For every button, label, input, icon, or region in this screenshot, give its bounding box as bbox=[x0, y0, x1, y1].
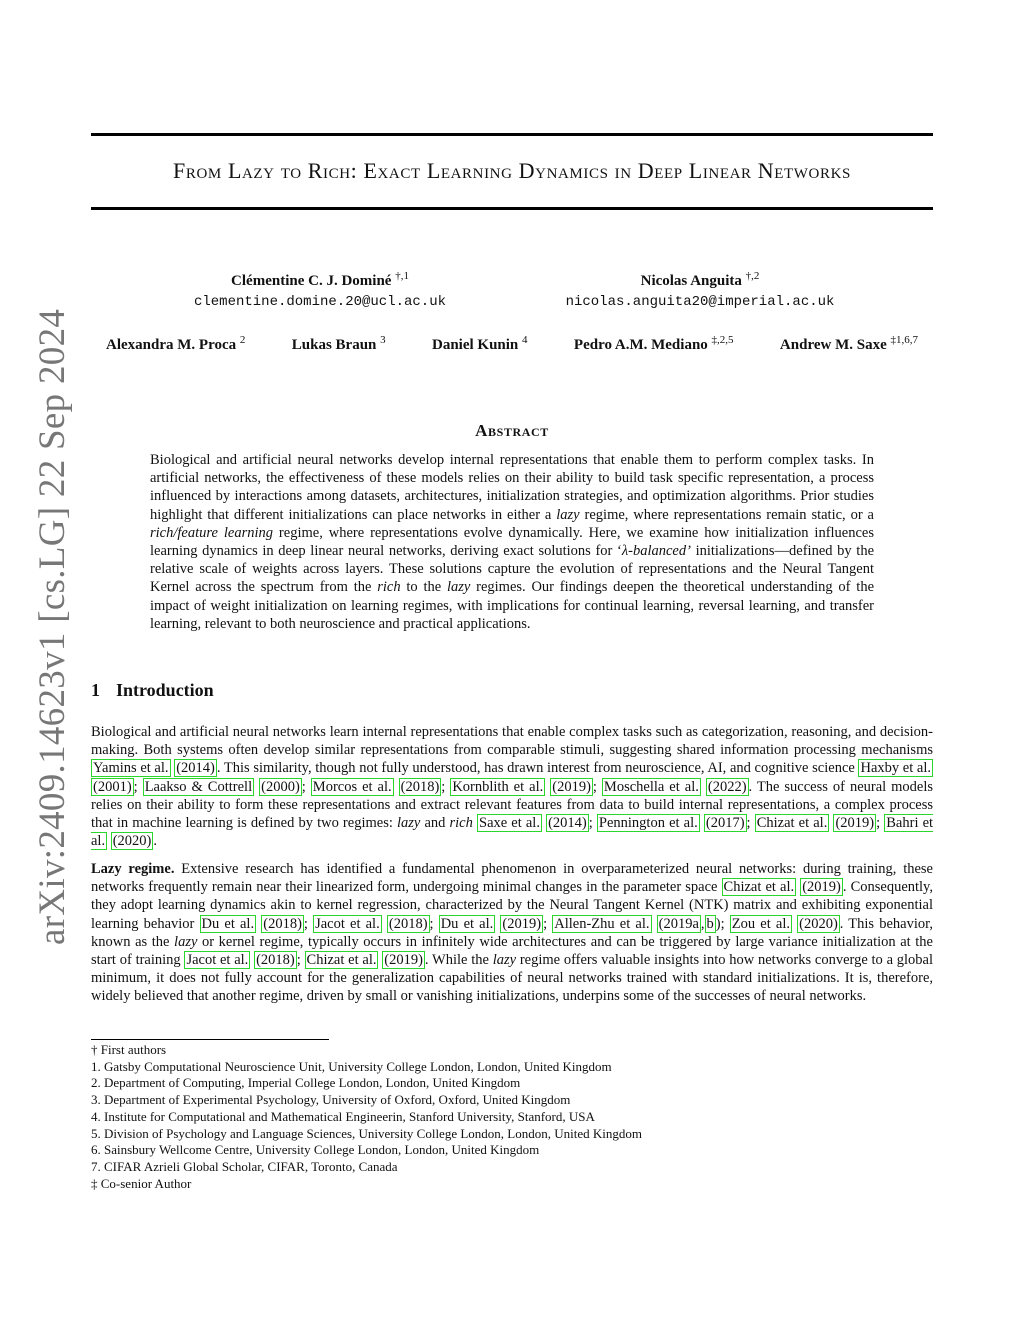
arxiv-identifier-stamp: arXiv:2409.14623v1 [cs.LG] 22 Sep 2024 bbox=[32, 308, 73, 945]
citation-link[interactable]: (2000) bbox=[261, 778, 300, 795]
citation-link[interactable]: (2020) bbox=[799, 915, 838, 932]
citation-link[interactable]: Chizat et al. bbox=[723, 879, 795, 896]
citation-link[interactable]: Du et al. bbox=[201, 915, 255, 932]
author-name: Clémentine C. J. Dominé bbox=[231, 273, 392, 289]
citation-link[interactable]: (2001) bbox=[93, 778, 132, 795]
citation-link[interactable]: Jacot et al. bbox=[186, 952, 249, 969]
citation-link[interactable]: b bbox=[706, 915, 714, 932]
section-number: 1 bbox=[91, 680, 100, 700]
title-top-rule bbox=[91, 133, 933, 136]
citation-link[interactable]: Zou et al. bbox=[731, 915, 790, 932]
citation-link[interactable]: Bahri et al. bbox=[91, 815, 934, 850]
citation-link[interactable]: (2017) bbox=[705, 815, 745, 832]
footnote: 6. Sainsbury Wellcome Centre, University College London, London, United Kingdom bbox=[91, 1142, 540, 1158]
footnote: 4. Institute for Computational and Mathematical Engineerin, Stanford University, Stanford, USA bbox=[91, 1108, 595, 1124]
abstract-heading: Abstract bbox=[475, 421, 549, 440]
citation-link[interactable]: (2018) bbox=[256, 952, 295, 969]
footnote: 1. Gatsby Computational Neuroscience Unit, University College London, London, United Kingdom bbox=[91, 1058, 612, 1074]
author-proca: Alexandra M. Proca $^2$ bbox=[106, 334, 246, 353]
citation-link[interactable]: Kornblith et al. bbox=[452, 778, 544, 795]
citation-link[interactable]: Chizat et al. bbox=[756, 815, 828, 832]
citation-link[interactable]: Allen-Zhu et al. bbox=[554, 915, 650, 932]
citation-link[interactable]: (2018) bbox=[400, 778, 440, 795]
author-affiliation-marks: †,2 bbox=[745, 270, 760, 282]
citation-link[interactable]: Haxby et al. bbox=[860, 760, 932, 777]
citation-link[interactable]: Saxe et al. bbox=[479, 815, 540, 832]
footnote: 2. Department of Computing, Imperial College London, London, United Kingdom bbox=[91, 1075, 521, 1091]
author-mediano: Pedro A.M. Mediano $^{\ddagger,2,5}$ bbox=[573, 334, 734, 353]
paper-title: From Lazy to Rich: Exact Learning Dynamics in Deep Linear Networks bbox=[173, 158, 851, 183]
citation-link[interactable]: (2020) bbox=[112, 833, 152, 850]
citation-link[interactable]: (2022) bbox=[707, 778, 747, 795]
citation-link[interactable]: (2019) bbox=[802, 879, 841, 896]
section-title: Introduction bbox=[116, 680, 214, 700]
author-email[interactable]: clementine.domine.20@ucl.ac.uk bbox=[193, 294, 447, 310]
author-row bbox=[106, 334, 918, 354]
citation-link[interactable]: Du et al. bbox=[440, 915, 494, 932]
section-heading-introduction bbox=[91, 680, 214, 701]
citation-link[interactable]: Pennington et al. bbox=[598, 815, 698, 832]
intro-paragraph: Biological and artificial neural networks learn internal representations that enable complex tasks such as categorization, reasoning, and decision-making. Both systems often develop similar representations from comparable stimuli, suggesting shared information processing mechanisms Yamins et al. (2014) . This similarity, though not fully understood, has drawn interest from neuroscience, AI, and cognitive science Haxby et al. (2001) ; Laakso & Cottrell (2000) ; Morcos et al. (2018) ; Kornblith et al. (2019) ; Moschella et al. (2022) . The success of neural models relies on their ability to form these representations and extract relevant features from data to build internal representations, a complex process that in machine learning is defined by two regimes: lazy and rich Saxe et al. (2014) ; Pennington et al. (2017) ; Chizat et al. (2019) ; Bahri et al. (2020) . bbox=[91, 724, 934, 850]
paragraph-heading-lazy-regime: Lazy regime. bbox=[91, 861, 175, 877]
citation-link[interactable]: Jacot et al. bbox=[315, 915, 380, 932]
citation-link[interactable]: (2018) bbox=[263, 915, 302, 932]
footnote: † First authors bbox=[91, 1042, 167, 1057]
citation-link[interactable]: (2018) bbox=[388, 915, 428, 932]
footnote: ‡ Co-senior Author bbox=[91, 1175, 192, 1191]
author-braun: Lukas Braun $^3$ bbox=[291, 334, 386, 353]
author-saxe: Andrew M. Saxe $^{\ddagger 1,6,7}$ bbox=[779, 334, 918, 353]
citation-link[interactable]: Moschella et al. bbox=[603, 778, 699, 795]
citation-link[interactable]: Laakso & Cottrell bbox=[144, 778, 253, 795]
citation-link[interactable]: (2019) bbox=[384, 952, 423, 969]
citation-link[interactable]: (2019) bbox=[552, 778, 591, 795]
citation-link[interactable]: (2019a bbox=[658, 915, 699, 932]
footnote: 7. CIFAR Azrieli Global Scholar, CIFAR, Toronto, Canada bbox=[91, 1158, 398, 1174]
footnotes bbox=[91, 1042, 642, 1192]
author-block-anguita bbox=[540, 270, 860, 310]
citation-link[interactable]: Morcos et al. bbox=[312, 778, 392, 795]
citation-link[interactable]: (2019) bbox=[835, 815, 875, 832]
citation-link[interactable]: Yamins et al. bbox=[93, 760, 169, 777]
author-name: Nicolas Anguita bbox=[640, 273, 742, 289]
author-block-domine bbox=[160, 270, 480, 310]
citation-link[interactable]: Chizat et al. bbox=[306, 952, 377, 969]
citation-link[interactable]: (2019) bbox=[502, 915, 542, 932]
lazy-regime-paragraph: Lazy regime. Extensive research has identified a fundamental phenomenon in overparameterized neural networks: during training, these networks frequently remain near their linearized form, undergoing minimal changes in the parameter space Chizat et al. (2019) . Consequently, they adopt learning dynamics akin to kernel regression, characterized by the Neural Tangent Kernel (NTK) matrix and exhibiting exponential learning behavior Du et al. (2018) ; Jacot et al. (2018) ; Du et al. (2019) ; Allen-Zhu et al. (2019a , b ); Zou et al. (2020) . This behavior, known as the lazy or kernel regime, typically occurs in infinitely wide architectures and can be triggered by large variance initialization at the start of training Jacot et al. (2018) ; Chizat et al. (2019) . While the lazy regime offers valuable insights into how networks converge to a global minimum, it does not fully account for the generalization capabilities of neural networks trained with standard initializations. It is, therefore, widely believed that another regime, driven by small or vanishing initializations, underpins some of the successes of neural networks. bbox=[91, 861, 934, 1005]
author-affiliation-marks: †,1 bbox=[395, 270, 409, 282]
author-kunin: Daniel Kunin $^4$ bbox=[432, 334, 528, 353]
title-bottom-rule bbox=[91, 207, 933, 210]
citation-link[interactable]: (2014) bbox=[548, 815, 587, 832]
author-email[interactable]: nicolas.anguita20@imperial.ac.uk bbox=[565, 294, 835, 310]
footnote-divider bbox=[91, 1039, 329, 1040]
citation-link[interactable]: (2014) bbox=[176, 760, 215, 777]
footnote: 3. Department of Experimental Psychology, University of Oxford, Oxford, United Kingdom bbox=[91, 1092, 571, 1108]
footnote: 5. Division of Psychology and Language Sciences, University College London, London, United Kingdom bbox=[91, 1125, 642, 1141]
abstract-text: Biological and artificial neural networks develop internal representations that enable them to perform complex tasks. In artificial networks, the effectiveness of these models relies on their ability to build task specific representation, a process influenced by interactions among datasets, architectures, initialization strategies, and optimization algorithms. Prior studies highlight that different initializations can place networks in either a lazy regime, where representations remain static, or a rich/feature learning regime, where representations evolve dynamically. Here, we examine how initialization influences learning dynamics in deep linear neural networks, deriving exact solutions for ‘λ-balanced’ initializations—defined by the relative scale of weights across layers. These solutions capture the evolution of representations and the Neural Tangent Kernel across the spectrum from the rich to the lazy regimes. Our findings deepen the theoretical understanding of the impact of weight initialization on learning regimes, with implications for continual learning, reversal learning, and transfer learning, relevant to both neuroscience and practical applications. bbox=[150, 452, 875, 632]
